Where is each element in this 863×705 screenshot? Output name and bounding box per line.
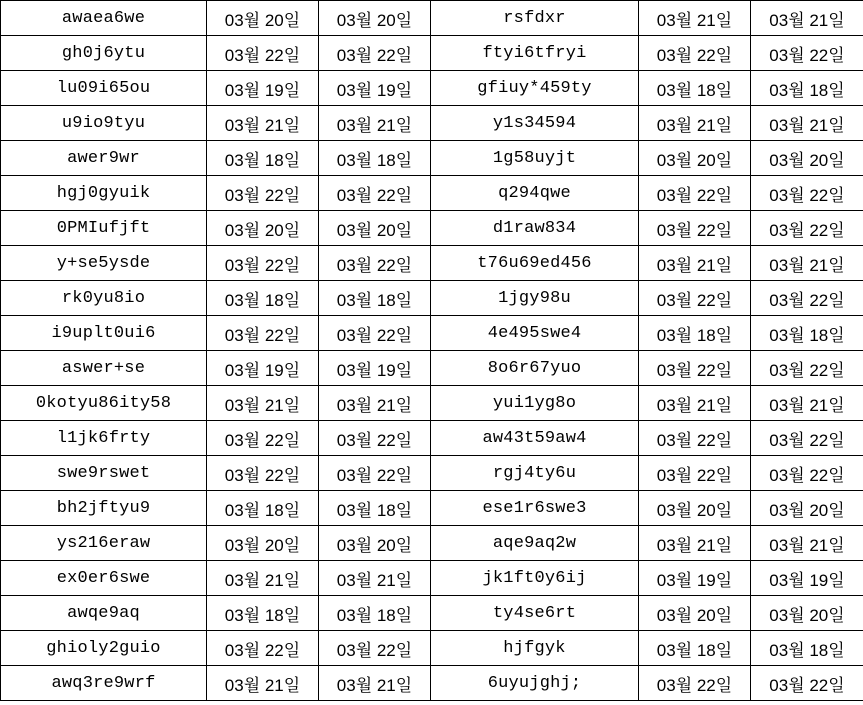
table-row (1, 211, 863, 246)
table-cell-code: 1g58uyjt (431, 141, 639, 176)
table-cell-date: 03월 22일 (751, 36, 863, 71)
table-cell-date: 03월 20일 (639, 596, 751, 631)
table-cell-date: 03월 21일 (207, 386, 319, 421)
table-cell-code: l1jk6frty (1, 421, 207, 456)
table-cell-code: aswer+se (1, 351, 207, 386)
table-cell-date: 03월 22일 (639, 351, 751, 386)
table-cell-date: 03월 22일 (319, 421, 431, 456)
table-cell-date: 03월 21일 (751, 106, 863, 141)
table-cell-date: 03월 20일 (207, 1, 319, 36)
table-cell-code: awqe9aq (1, 596, 207, 631)
table-cell-code: aw43t59aw4 (431, 421, 639, 456)
table-cell-date: 03월 21일 (207, 666, 319, 701)
table-cell-code: awq3re9wrf (1, 666, 207, 701)
table-cell-date: 03월 18일 (319, 596, 431, 631)
table-cell-code: ex0er6swe (1, 561, 207, 596)
table-cell-date: 03월 22일 (207, 421, 319, 456)
table-body (1, 1, 863, 701)
table-row (1, 176, 863, 211)
table-cell-date: 03월 22일 (751, 456, 863, 491)
table-cell-date: 03월 20일 (751, 141, 863, 176)
table-cell-date: 03월 22일 (319, 456, 431, 491)
table-cell-code: gh0j6ytu (1, 36, 207, 71)
table-cell-code: ys216eraw (1, 526, 207, 561)
table-cell-date: 03월 22일 (639, 281, 751, 316)
table-row (1, 421, 863, 456)
table-cell-date: 03월 19일 (319, 71, 431, 106)
table-cell-date: 03월 22일 (751, 281, 863, 316)
table-cell-code: rsfdxr (431, 1, 639, 36)
table-cell-code: 4e495swe4 (431, 316, 639, 351)
table-cell-date: 03월 21일 (751, 386, 863, 421)
table-cell-date: 03월 18일 (207, 141, 319, 176)
table-cell-date: 03월 21일 (639, 1, 751, 36)
table-cell-date: 03월 20일 (639, 491, 751, 526)
table-cell-date: 03월 22일 (639, 456, 751, 491)
table-cell-date: 03월 20일 (639, 141, 751, 176)
table-cell-date: 03월 18일 (751, 316, 863, 351)
table-cell-date: 03월 22일 (319, 246, 431, 281)
table-cell-date: 03월 18일 (639, 71, 751, 106)
table-cell-code: i9uplt0ui6 (1, 316, 207, 351)
table-cell-date: 03월 20일 (751, 491, 863, 526)
table-row (1, 141, 863, 176)
table-cell-date: 03월 20일 (207, 526, 319, 561)
table-cell-code: lu09i65ou (1, 71, 207, 106)
table-cell-date: 03월 22일 (319, 631, 431, 666)
table-cell-code: y1s34594 (431, 106, 639, 141)
table-cell-code: ty4se6rt (431, 596, 639, 631)
table-cell-code: 0kotyu86ity58 (1, 386, 207, 421)
table-cell-code: hjfgyk (431, 631, 639, 666)
table-row (1, 71, 863, 106)
table-cell-date: 03월 21일 (207, 561, 319, 596)
table-row (1, 1, 863, 36)
table-cell-date: 03월 22일 (207, 246, 319, 281)
table-cell-date: 03월 19일 (751, 561, 863, 596)
table-cell-code: jk1ft0y6ij (431, 561, 639, 596)
table-row (1, 596, 863, 631)
table-cell-date: 03월 20일 (751, 596, 863, 631)
table-cell-date: 03월 22일 (751, 211, 863, 246)
table-cell-code: gfiuy*459ty (431, 71, 639, 106)
table-cell-date: 03월 22일 (319, 316, 431, 351)
table-cell-date: 03월 21일 (319, 106, 431, 141)
table-cell-date: 03월 20일 (319, 526, 431, 561)
table-cell-date: 03월 21일 (751, 526, 863, 561)
table-cell-date: 03월 22일 (751, 421, 863, 456)
table-cell-date: 03월 22일 (207, 36, 319, 71)
table-cell-code: ese1r6swe3 (431, 491, 639, 526)
table-cell-date: 03월 20일 (319, 211, 431, 246)
table-row (1, 631, 863, 666)
table-cell-date: 03월 21일 (751, 1, 863, 36)
table-row (1, 456, 863, 491)
table-cell-date: 03월 19일 (639, 561, 751, 596)
table-cell-date: 03월 21일 (639, 106, 751, 141)
table-cell-date: 03월 22일 (639, 666, 751, 701)
table-cell-date: 03월 18일 (319, 141, 431, 176)
table-cell-date: 03월 22일 (751, 666, 863, 701)
table-cell-date: 03월 18일 (751, 71, 863, 106)
table-cell-date: 03월 19일 (207, 351, 319, 386)
table-cell-date: 03월 22일 (639, 421, 751, 456)
table-cell-date: 03월 22일 (751, 351, 863, 386)
table-cell-date: 03월 22일 (207, 631, 319, 666)
table-row (1, 491, 863, 526)
table-cell-date: 03월 21일 (319, 386, 431, 421)
table-cell-code: ftyi6tfryi (431, 36, 639, 71)
table-cell-code: rk0yu8io (1, 281, 207, 316)
table-cell-code: 1jgy98u (431, 281, 639, 316)
table-cell-date: 03월 19일 (319, 351, 431, 386)
table-cell-date: 03월 18일 (639, 316, 751, 351)
table-cell-date: 03월 18일 (319, 281, 431, 316)
table-cell-code: u9io9tyu (1, 106, 207, 141)
table-row (1, 386, 863, 421)
table-row (1, 246, 863, 281)
table-cell-date: 03월 22일 (207, 176, 319, 211)
table-cell-date: 03월 22일 (639, 176, 751, 211)
table-cell-date: 03월 21일 (207, 106, 319, 141)
table-cell-date: 03월 18일 (207, 596, 319, 631)
table-row (1, 561, 863, 596)
table-cell-date: 03월 22일 (207, 456, 319, 491)
table-cell-date: 03월 18일 (751, 631, 863, 666)
table-cell-date: 03월 18일 (207, 491, 319, 526)
table-cell-date: 03월 21일 (319, 561, 431, 596)
table-cell-code: rgj4ty6u (431, 456, 639, 491)
table-cell-date: 03월 21일 (639, 386, 751, 421)
table-cell-date: 03월 22일 (639, 211, 751, 246)
table-row (1, 351, 863, 386)
table-cell-code: swe9rswet (1, 456, 207, 491)
table-row (1, 666, 863, 701)
table-cell-code: bh2jftyu9 (1, 491, 207, 526)
table-cell-date: 03월 21일 (639, 246, 751, 281)
table-row (1, 36, 863, 71)
table-cell-date: 03월 22일 (751, 176, 863, 211)
table-cell-code: yui1yg8o (431, 386, 639, 421)
table-cell-date: 03월 18일 (639, 631, 751, 666)
table-row (1, 281, 863, 316)
table-cell-code: aqe9aq2w (431, 526, 639, 561)
table-cell-date: 03월 21일 (639, 526, 751, 561)
table-row (1, 526, 863, 561)
table-cell-date: 03월 18일 (319, 491, 431, 526)
table-row (1, 316, 863, 351)
table-cell-date: 03월 22일 (207, 316, 319, 351)
table-cell-code: 6uyujghj; (431, 666, 639, 701)
table-cell-date: 03월 20일 (319, 1, 431, 36)
table-cell-date: 03월 18일 (207, 281, 319, 316)
table-cell-code: awer9wr (1, 141, 207, 176)
table-cell-code: t76u69ed456 (431, 246, 639, 281)
table-cell-code: q294qwe (431, 176, 639, 211)
table-cell-code: ghioly2guio (1, 631, 207, 666)
table-cell-code: hgj0gyuik (1, 176, 207, 211)
table-row (1, 106, 863, 141)
table-cell-date: 03월 20일 (207, 211, 319, 246)
table-cell-code: d1raw834 (431, 211, 639, 246)
table-cell-date: 03월 22일 (319, 36, 431, 71)
table-cell-date: 03월 21일 (319, 666, 431, 701)
table-cell-code: y+se5ysde (1, 246, 207, 281)
table-cell-code: 8o6r67yuo (431, 351, 639, 386)
table-cell-date: 03월 21일 (751, 246, 863, 281)
table-cell-date: 03월 22일 (639, 36, 751, 71)
table-cell-code: awaea6we (1, 1, 207, 36)
table-cell-date: 03월 19일 (207, 71, 319, 106)
table-cell-code: 0PMIufjft (1, 211, 207, 246)
table-cell-date: 03월 22일 (319, 176, 431, 211)
